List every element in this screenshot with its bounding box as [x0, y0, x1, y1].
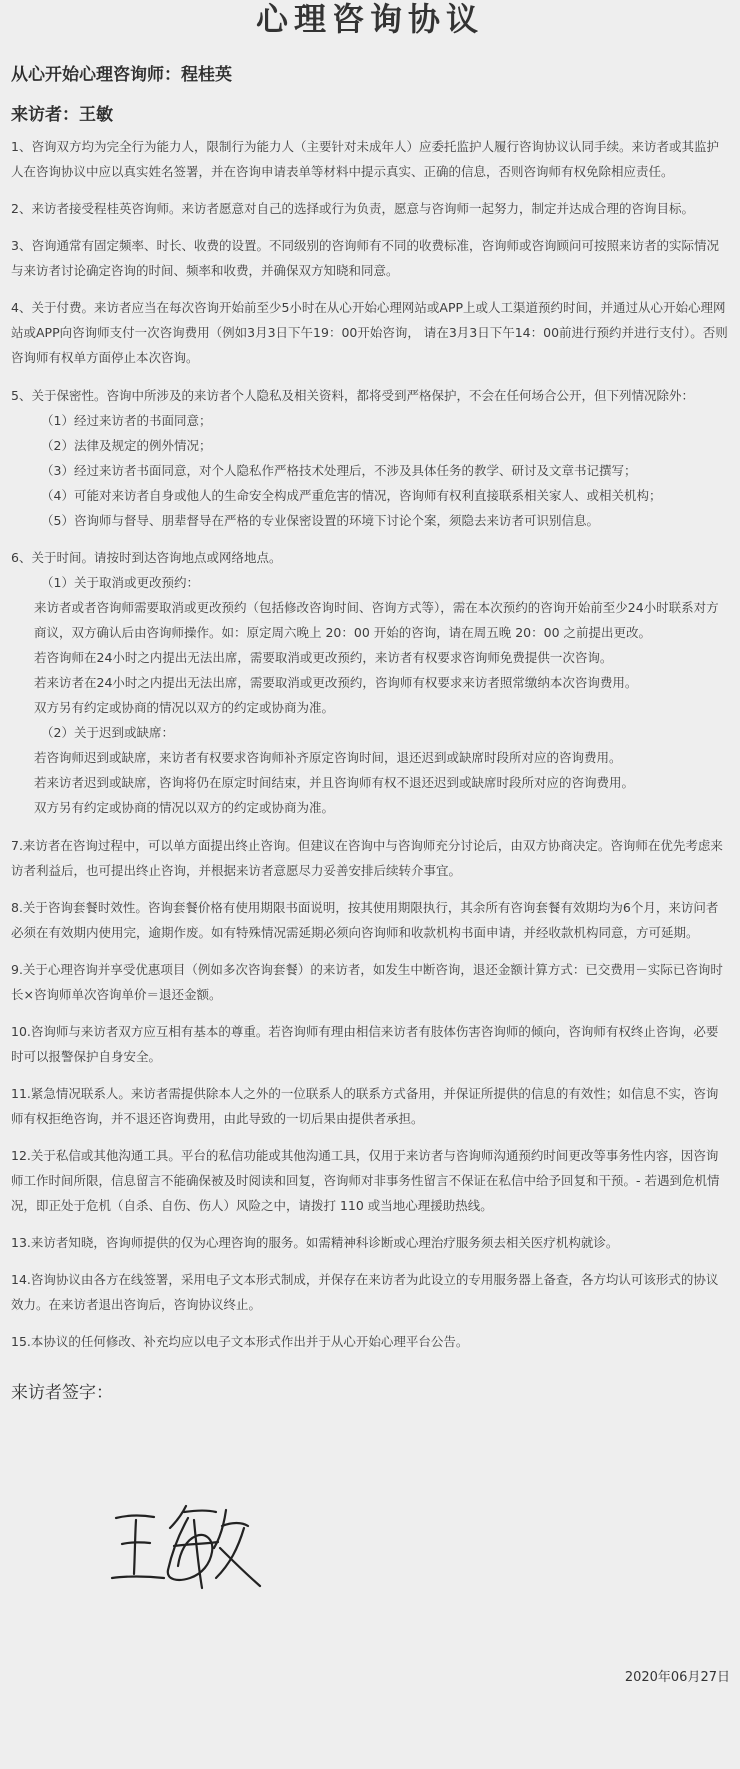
clause-6-sub2-text: 双方另有约定或协商的情况以双方的约定或协商为准。 [34, 800, 335, 815]
clause-6-sub2-title: （2）关于迟到或缺席： [41, 725, 174, 740]
clause-5-item: （2）法律及规定的例外情况； [41, 438, 212, 453]
clause-6-sub1-title: （1）关于取消或更改预约： [41, 575, 199, 590]
signing-date: 2020年06月27日 [624, 1670, 730, 1685]
clause-6-sub1-text: 若咨询师在24小时之内提出无法出席，需要取消或更改预约，来访者有权要求咨询师免费提供一次咨询。 [34, 650, 613, 665]
visitor-line: 来访者：王敏 [11, 105, 113, 125]
clause-6-intro: 6、关于时间。请按时到达咨询地点或网络地点。 [11, 550, 282, 565]
clause-1: 1、咨询双方均为完全行为能力人，限制行为能力人（主要针对未成年人）应委托监护人履行咨询协议认同手续。来访者或其监护人在咨询协议中应以真实姓名签署，并在咨询申请表单等材料中提示真实、正确的信息，否则咨询师有权免除相应责任。 [11, 139, 719, 179]
clause-5-item: （3）经过来访者书面同意，对个人隐私作严格技术处理后，不涉及具体任务的教学、研讨及文章书记撰写； [41, 463, 637, 478]
clause-14: 14.咨询协议由各方在线签署，采用电子文本形式制成，并保存在来访者为此设立的专用服务器上备查，各方均认可该形式的协议效力。在来访者退出咨询后，咨询协议终止。 [11, 1272, 719, 1312]
clause-13: 13.来访者知晓，咨询师提供的仅为心理咨询的服务。如需精神科诊断或心理治疗服务须去相关医疗机构就诊。 [11, 1235, 619, 1250]
clause-4: 4、关于付费。来访者应当在每次咨询开始前至少5小时在从心开始心理网站或APP上或人工渠道预约时间，并通过从心开始心理网站或APP向咨询师支付一次咨询费用（例如3月3日下午19：00开始咨询， 请在3月3日下午14：00前进行预约并进行支付）。否则咨询师有权单方面停止本次咨询。 [11, 300, 728, 365]
clause-5-intro: 5、关于保密性。咨询中所涉及的来访者个人隐私及相关资料，都将受到严格保护，不会在任何场合公开，但下列情况除外： [11, 388, 694, 403]
document-title: 心理咨询协议 [255, 0, 484, 38]
clause-2: 2、来访者接受程桂英咨询师。来访者愿意对自己的选择或行为负责，愿意与咨询师一起努力，制定并达成合理的咨询目标。 [11, 201, 694, 216]
clause-5-item: （4）可能对来访者自身或他人的生命安全构成严重危害的情况，咨询师有权利直接联系相关家人、或相关机构； [41, 488, 662, 503]
clause-8: 8.关于咨询套餐时效性。咨询套餐价格有使用期限书面说明，按其使用期限执行，其余所有咨询套餐有效期均为6个月，来访问者必须在有效期内使用完，逾期作废。如有特殊情况需延期必须向咨询师和收款机构书面申请，并经收款机构同意，方可延期。 [11, 900, 719, 940]
clause-6-sub2-text: 若来访者迟到或缺席，咨询将仍在原定时间结束，并且咨询师有权不退还迟到或缺席时段所对应的咨询费用。 [34, 775, 635, 790]
clause-10: 10.咨询师与来访者双方应互相有基本的尊重。若咨询师有理由相信来访者有肢体伤害咨询师的倾向，咨询师有权终止咨询，必要时可以报警保护自身安全。 [11, 1024, 719, 1064]
clause-6-sub2-text: 若咨询师迟到或缺席，来访者有权要求咨询师补齐原定咨询时间，退还迟到或缺席时段所对应的咨询费用。 [34, 750, 622, 765]
clause-6 [11, 545, 729, 820]
clause-11: 11.紧急情况联系人。来访者需提供除本人之外的一位联系人的联系方式备用，并保证所提供的信息的有效性；如信息不实，咨询师有权拒绝咨询，并不退还咨询费用，由此导致的一切后果由提供者承担。 [11, 1086, 719, 1126]
clause-12: 12.关于私信或其他沟通工具。平台的私信功能或其他沟通工具，仅用于来访者与咨询师沟通预约时间更改等事务性内容，因咨询师工作时间所限，信息留言不能确保被及时阅读和回复，咨询师对非事务性留言不保证在私信中给予回复和干预。- 若遇到危机情况，即正处于危机（自杀、自伤、伤人）风险之中，请拨打 110 或当地心理援助热线。 [11, 1148, 720, 1213]
clause-3: 3、咨询通常有固定频率、时长、收费的设置。不同级别的咨询师有不同的收费标准，咨询师或咨询顾问可按照来访者的实际情况与来访者讨论确定咨询的时间、频率和收费，并确保双方知晓和同意。 [11, 238, 719, 278]
clause-5 [11, 383, 729, 533]
clause-6-sub1-text: 若来访者在24小时之内提出无法出席，需要取消或更改预约，咨询师有权要求来访者照常缴纳本次咨询费用。 [34, 675, 638, 690]
handwritten-signature [108, 1492, 288, 1602]
clause-7: 7.来访者在咨询过程中，可以单方面提出终止咨询。但建议在咨询中与咨询师充分讨论后，由双方协商决定。咨询师在优先考虑来访者利益后，也可提出终止咨询，并根据来访者意愿尽力妥善安排后续转介事宜。 [11, 838, 723, 878]
clause-6-sub1-text: 来访者或者咨询师需要取消或更改预约（包括修改咨询时间、咨询方式等），需在本次预约的咨询开始前至少24小时联系对方商议，双方确认后由咨询师操作。如：原定周六晚上 20：00 开始的咨询，请在周五晚 20：00 之前提出更改。 [34, 600, 719, 640]
clause-9: 9.关于心理咨询并享受优惠项目（例如多次咨询套餐）的来访者，如发生中断咨询，退还金额计算方式：已交费用－实际已咨询时长×咨询师单次咨询单价＝退还金额。 [11, 962, 723, 1002]
clause-15: 15.本协议的任何修改、补充均应以电子文本形式作出并于从心开始心理平台公告。 [11, 1334, 469, 1349]
signature-label: 来访者签字： [11, 1383, 113, 1403]
clause-6-sub1-text: 双方另有约定或协商的情况以双方的约定或协商为准。 [34, 700, 335, 715]
clause-5-item: （1）经过来访者的书面同意； [41, 413, 212, 428]
counselor-line: 从心开始心理咨询师：程桂英 [11, 65, 232, 85]
clause-5-item: （5）咨询师与督导、朋辈督导在严格的专业保密设置的环境下讨论个案，须隐去来访者可识别信息。 [41, 513, 599, 528]
